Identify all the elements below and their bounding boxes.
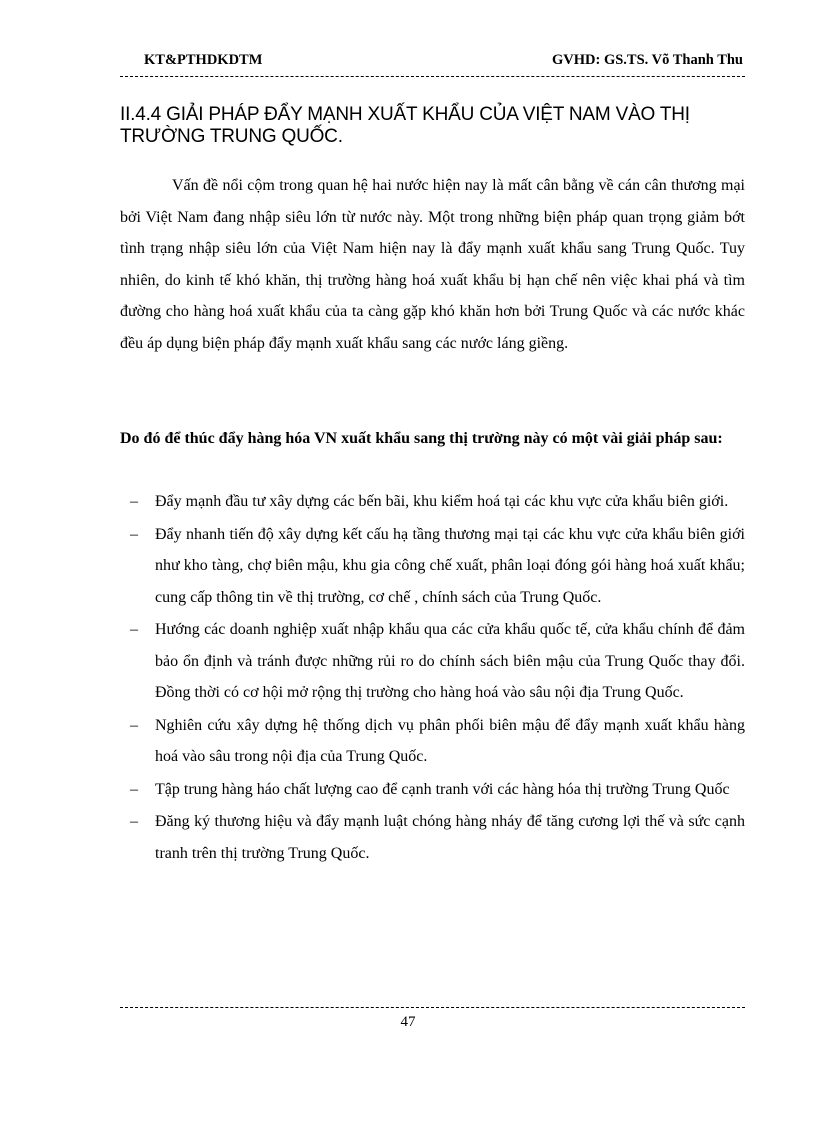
- list-item: [120, 806, 745, 869]
- list-item: [120, 519, 745, 614]
- list-item-text: Nghiên cứu xây dựng hệ thống dịch vụ phân phối biên mậu để đẩy mạnh xuất khẩu hàng hoá vào sâu trong nội địa của Trung Quốc.: [155, 716, 745, 765]
- page-header: [120, 52, 745, 76]
- dash-marker: –: [130, 780, 138, 798]
- list-item-text: Đẩy nhanh tiến độ xây dựng kết cấu hạ tầng thương mại tại các khu vực cửa khẩu biên giới như kho tàng, chợ biên mậu, khu gia công chế xuất, phân loại đóng gói hàng hoá xuất khẩu; cung cấp thông tin về thị trường, cơ chế , chính sách của Trung Quốc.: [155, 525, 745, 606]
- solution-list: [120, 486, 745, 870]
- list-item-text: Đẩy mạnh đầu tư xây dựng các bến bãi, khu kiểm hoá tại các khu vực cửa khẩu biên giới.: [155, 493, 729, 510]
- intro-paragraph: Vấn đề nổi cộm trong quan hệ hai nước hiện nay là mất cân bằng về cán cân thương mại bởi Việt Nam đang nhập siêu lớn từ nước này. Một trong những biện pháp quan trọng giảm bớt tình trạng nhập siêu lớn của Việt Nam hiện nay là đẩy mạnh xuất khẩu sang Trung Quốc. Tuy nhiên, do kinh tế khó khăn, thị trường hàng hoá xuất khẩu bị hạn chế nên việc khai phá và tìm đường cho hàng hoá xuất khẩu của ta càng gặp khó khăn hơn bởi Trung Quốc và các nước khác đều áp dụng biện pháp đẩy mạnh xuất khẩu sang các nước láng giềng.: [120, 177, 745, 352]
- list-item: [120, 774, 745, 806]
- dash-marker: –: [130, 813, 138, 830]
- list-item: [120, 710, 745, 773]
- dash-marker: –: [130, 525, 138, 543]
- list-item-text: Tập trung hàng háo chất lượng cao để cạnh tranh với các hàng hóa thị trường Trung Quốc: [155, 780, 730, 798]
- list-item: [120, 614, 745, 709]
- lead-sentence: Do đó để thúc đẩy hàng hóa VN xuất khẩu sang thị trường này có một vài giải pháp sau:: [120, 430, 723, 447]
- list-item: [120, 486, 745, 518]
- section-heading: II.4.4 GIẢI PHÁP ĐẨY MẠNH XUẤT KHẨU CỦA VIỆT NAM VÀO THỊ TRƯỜNG TRUNG QUỐC.: [120, 104, 690, 147]
- page-number: 47: [400, 1014, 416, 1030]
- footer-divider: [120, 1007, 745, 1008]
- header-divider: [120, 76, 745, 77]
- list-item-text: Hướng các doanh nghiệp xuất nhập khẩu qua các cửa khẩu quốc tế, cửa khẩu chính để đảm bảo ổn định và tránh được những rủi ro do chính sách biên mậu của Trung Quốc thay đổi. Đồng thời có cơ hội mở rộng thị trường cho hàng hoá vào sâu nội địa Trung Quốc.: [155, 621, 745, 701]
- header-course-code: KT&PTHDKDTM: [144, 52, 263, 68]
- dash-marker: –: [130, 716, 138, 734]
- dash-marker: –: [130, 621, 138, 638]
- list-item-text: Đăng ký thương hiệu và đẩy mạnh luật chóng hàng nháy để tăng cương lợi thế và sức cạnh tranh trên thị trường Trung Quốc.: [155, 813, 745, 862]
- dash-marker: –: [130, 493, 138, 510]
- header-supervisor: GVHD: GS.TS. Võ Thanh Thu: [551, 52, 743, 68]
